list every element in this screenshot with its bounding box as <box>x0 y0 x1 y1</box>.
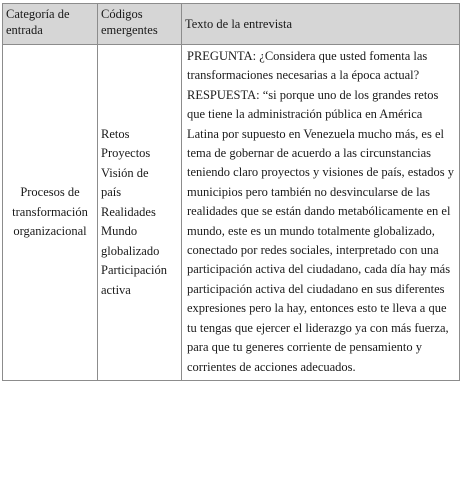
header-category: Categoría de entrada <box>3 4 98 45</box>
code-item: Retos <box>101 126 130 141</box>
category-cell <box>3 45 98 381</box>
interview-text-cell <box>182 45 460 381</box>
codes-cell <box>98 45 182 381</box>
interview-coding-table <box>2 3 460 381</box>
code-item: Mundo globalizado <box>101 224 160 258</box>
code-item: Visión de país <box>101 165 149 200</box>
interview-text: PREGUNTA: ¿Considera que usted fomenta las transformaciones necesarias a la época actual? RESPUESTA: “si porque uno de los grandes retos que tiene la administración pública en América Latina por supuesto en Venezuela mucho más, es el tema de gobernar de acuerdo a las circunstancias teniendo claro proyectos y visiones de país, estados y municipios pero también no desvincularse de las realidades que se están dando metabólicamente en el mundo, este es un mundo totalmente globalizado, conectado por redes sociales, interpretado con una participación activa del ciudadano, cada día hay más participación activa del ciudadano en sus diferentes expresiones pero la hay, entonces esto te lleva a que tu tengas que ejercer el liderazgo ya con más fuerza, para que tu generes corriente de pensamiento y corrientes de acciones adecuados. <box>187 49 454 374</box>
code-item: Realidades <box>101 204 156 219</box>
category-label: Procesos de transformación organizacional <box>12 185 88 239</box>
header-interview-text: Texto de la entrevista <box>182 4 460 45</box>
header-codes: Códigos emergentes <box>98 4 182 45</box>
header-row <box>3 4 460 45</box>
table-row <box>3 45 460 381</box>
code-item: Proyectos <box>101 146 151 161</box>
code-item: Participación activa <box>101 263 167 297</box>
